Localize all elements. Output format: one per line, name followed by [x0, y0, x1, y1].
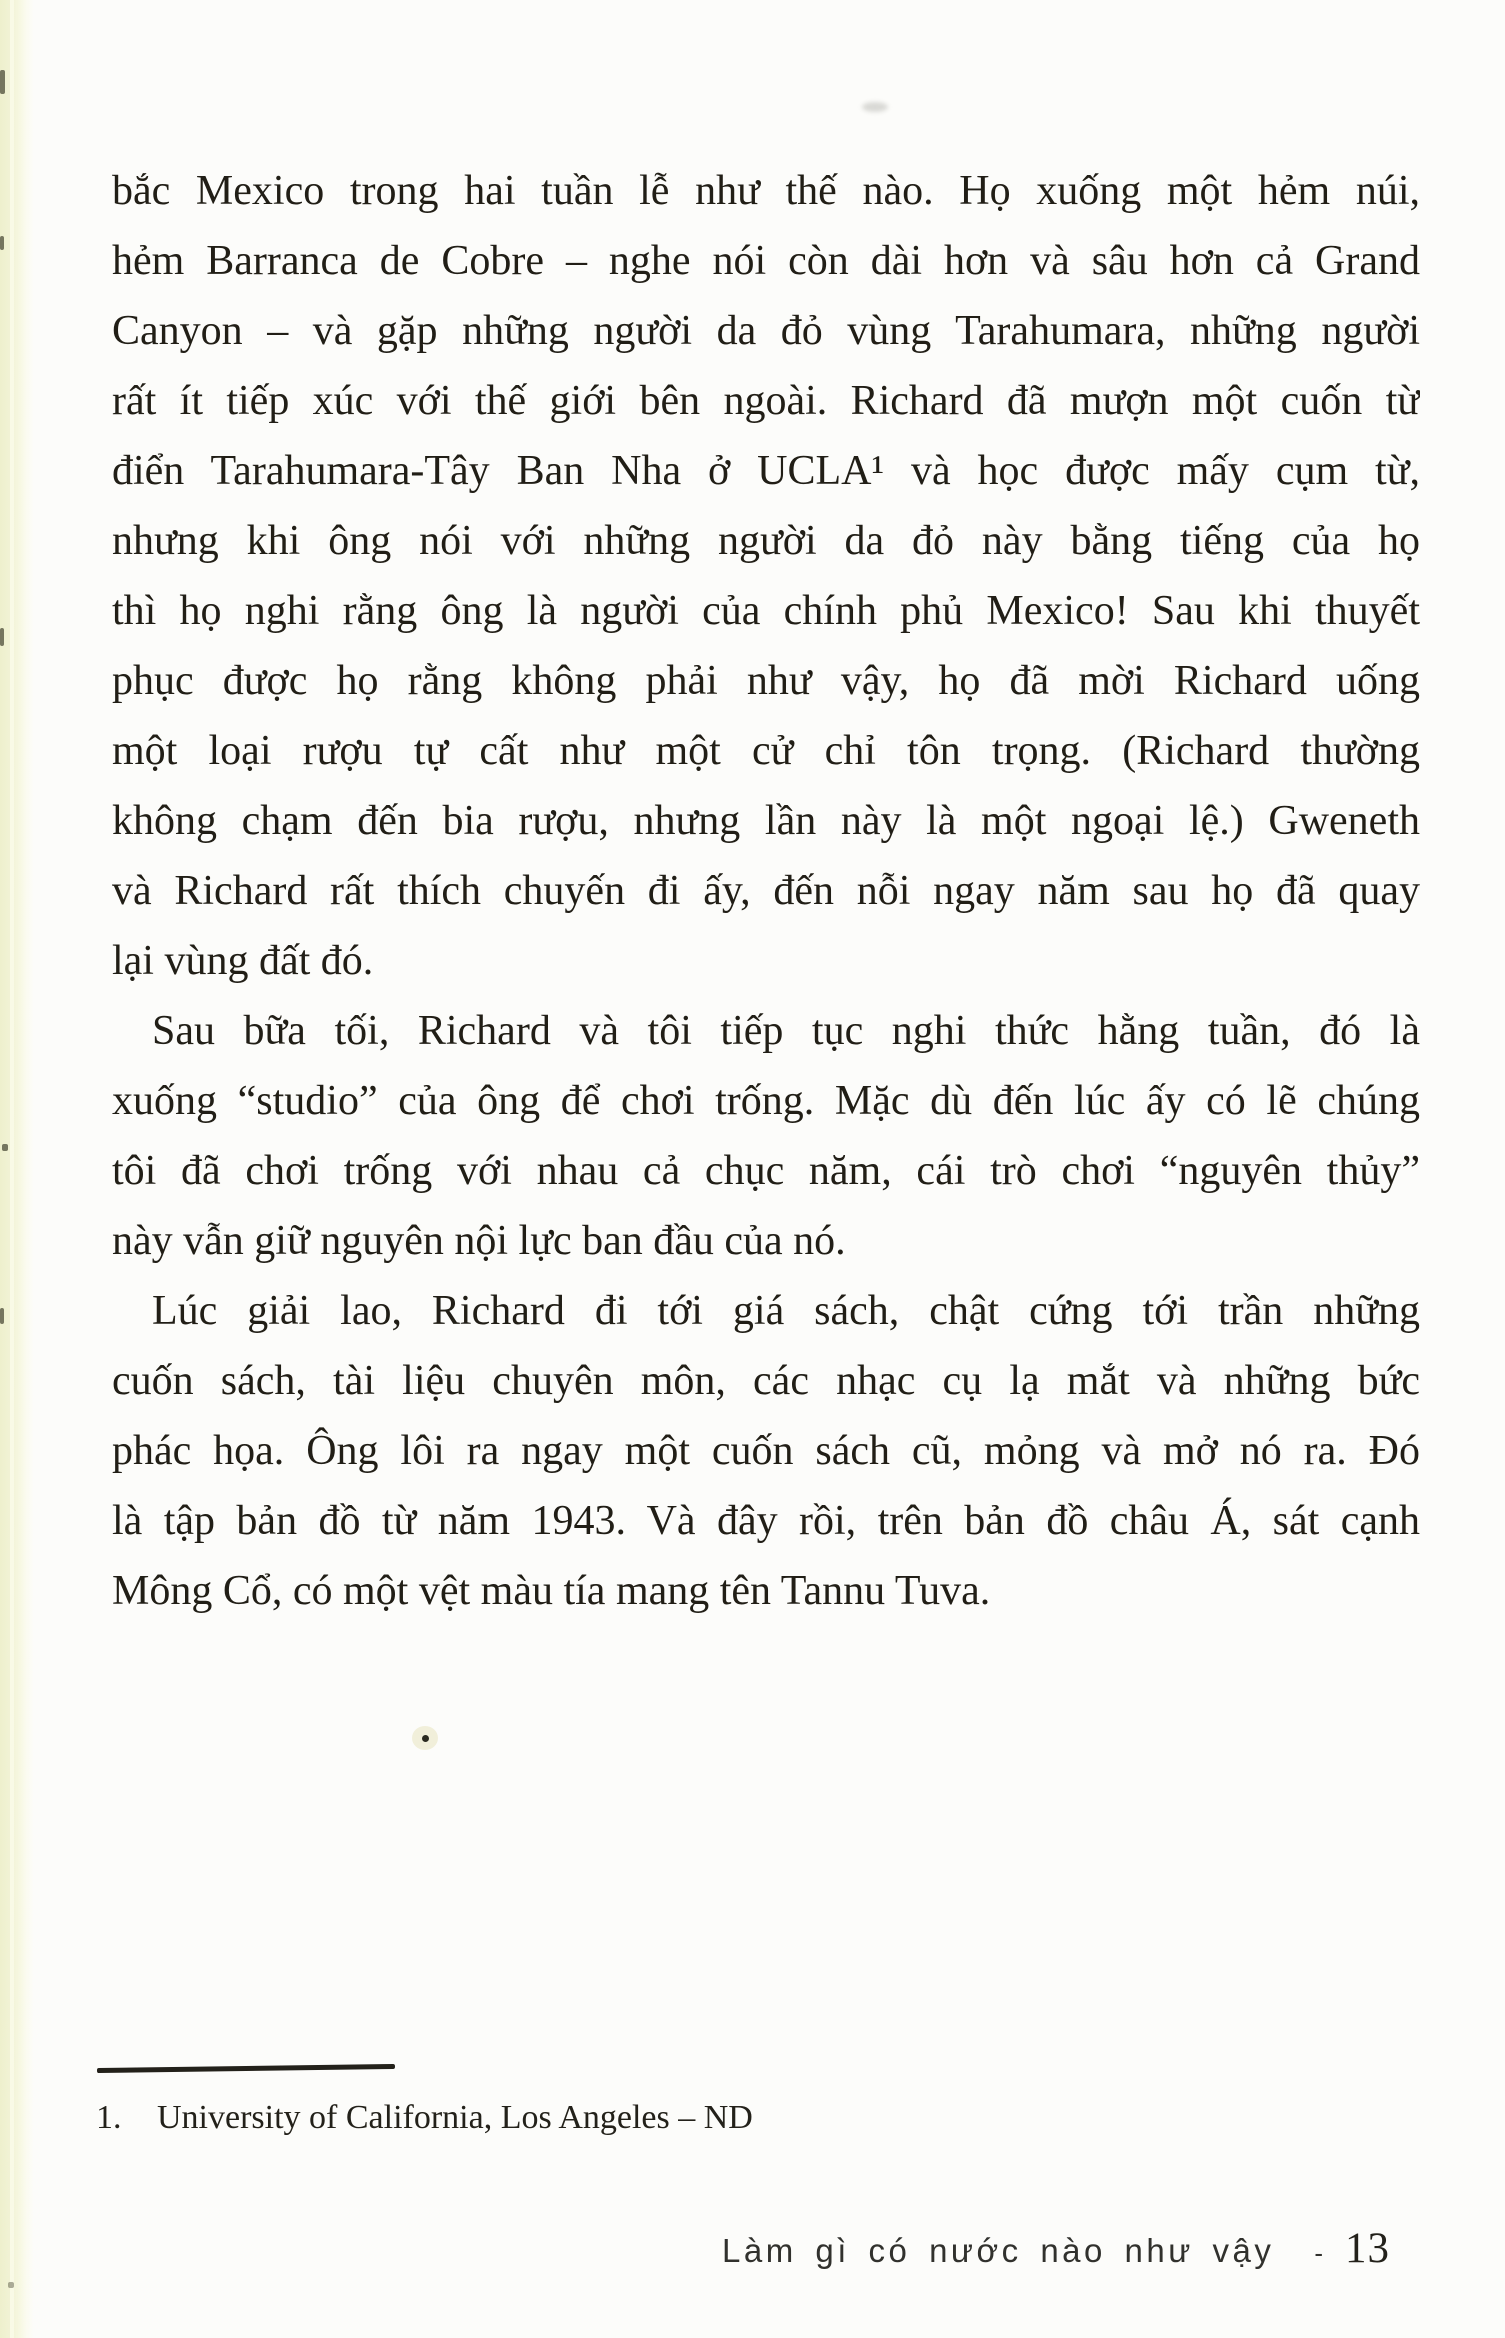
paragraph [112, 1276, 1420, 1626]
page-number: 13 [1345, 2225, 1391, 2272]
paragraph [112, 156, 1420, 996]
text-line: hẻm Barranca de Cobre – nghe nói còn dài hơn và sâu hơn cả Grand [112, 238, 1420, 284]
scan-speck [0, 236, 4, 250]
running-title: Làm gì có nước nào như vậy [722, 2232, 1275, 2269]
text-line: Canyon – và gặp những người da đỏ vùng Tarahumara, những người [112, 308, 1420, 354]
scan-speck [0, 628, 4, 646]
scan-smudge [862, 102, 888, 112]
scan-speck [2, 1144, 8, 1151]
text-line: một loại rượu tự cất như một cử chỉ tôn trọng. (Richard thường [112, 728, 1420, 774]
text-line: này vẫn giữ nguyên nội lực ban đầu của nó. [112, 1218, 846, 1264]
text-line: không chạm đến bia rượu, nhưng lần này là một ngoại lệ.) Gweneth [112, 798, 1420, 844]
text-line: Sau bữa tối, Richard và tôi tiếp tục nghi thức hằng tuần, đó là [152, 1008, 1420, 1054]
text-line: Mông Cổ, có một vệt màu tía mang tên Tannu Tuva. [112, 1568, 991, 1614]
ink-dot-artifact [412, 1726, 438, 1750]
text-line: phác họa. Ông lôi ra ngay một cuốn sách cũ, mỏng và mở nó ra. Đó [112, 1428, 1420, 1474]
footnote-marker: 1. [96, 2099, 122, 2136]
text-line: điển Tarahumara-Tây Ban Nha ở UCLA¹ và học được mấy cụm từ, [112, 448, 1420, 494]
text-line: là tập bản đồ từ năm 1943. Và đây rồi, trên bản đồ châu Á, sát cạnh [112, 1498, 1420, 1544]
text-line: Lúc giải lao, Richard đi tới giá sách, chật cứng tới trần những [152, 1288, 1420, 1334]
text-line: cuốn sách, tài liệu chuyên môn, các nhạc cụ lạ mắt và những bức [112, 1358, 1420, 1404]
paragraph [112, 996, 1420, 1276]
footnote-divider [97, 2064, 395, 2073]
text-line: tôi đã chơi trống với nhau cả chục năm, cái trò chơi “nguyên thủy” [112, 1148, 1420, 1194]
scan-speck [0, 1308, 4, 1324]
scan-speck [0, 70, 5, 94]
page-gutter-strip [0, 0, 34, 2338]
text-line: rất ít tiếp xúc với thế giới bên ngoài. Richard đã mượn một cuốn từ [112, 378, 1420, 424]
text-line: nhưng khi ông nói với những người da đỏ này bằng tiếng của họ [112, 518, 1420, 564]
text-line: bắc Mexico trong hai tuần lễ như thế nào. Họ xuống một hẻm núi, [112, 168, 1420, 214]
footer-separator: - [1314, 2238, 1324, 2268]
page-footer [722, 2224, 1390, 2273]
text-line: xuống “studio” của ông để chơi trống. Mặc dù đến lúc ấy có lẽ chúng [112, 1078, 1420, 1124]
footnote [96, 2096, 753, 2140]
text-line: lại vùng đất đó. [112, 938, 374, 984]
footnote-text: University of California, Los Angeles – ND [157, 2099, 753, 2136]
text-line: và Richard rất thích chuyến đi ấy, đến nỗi ngay năm sau họ đã quay [112, 868, 1420, 914]
body-text [112, 156, 1420, 1626]
text-line: thì họ nghi rằng ông là người của chính phủ Mexico! Sau khi thuyết [112, 588, 1420, 634]
text-line: phục được họ rằng không phải như vậy, họ đã mời Richard uống [112, 658, 1420, 704]
gutter-highlight-line [10, 0, 14, 2338]
scan-speck [8, 2282, 14, 2288]
